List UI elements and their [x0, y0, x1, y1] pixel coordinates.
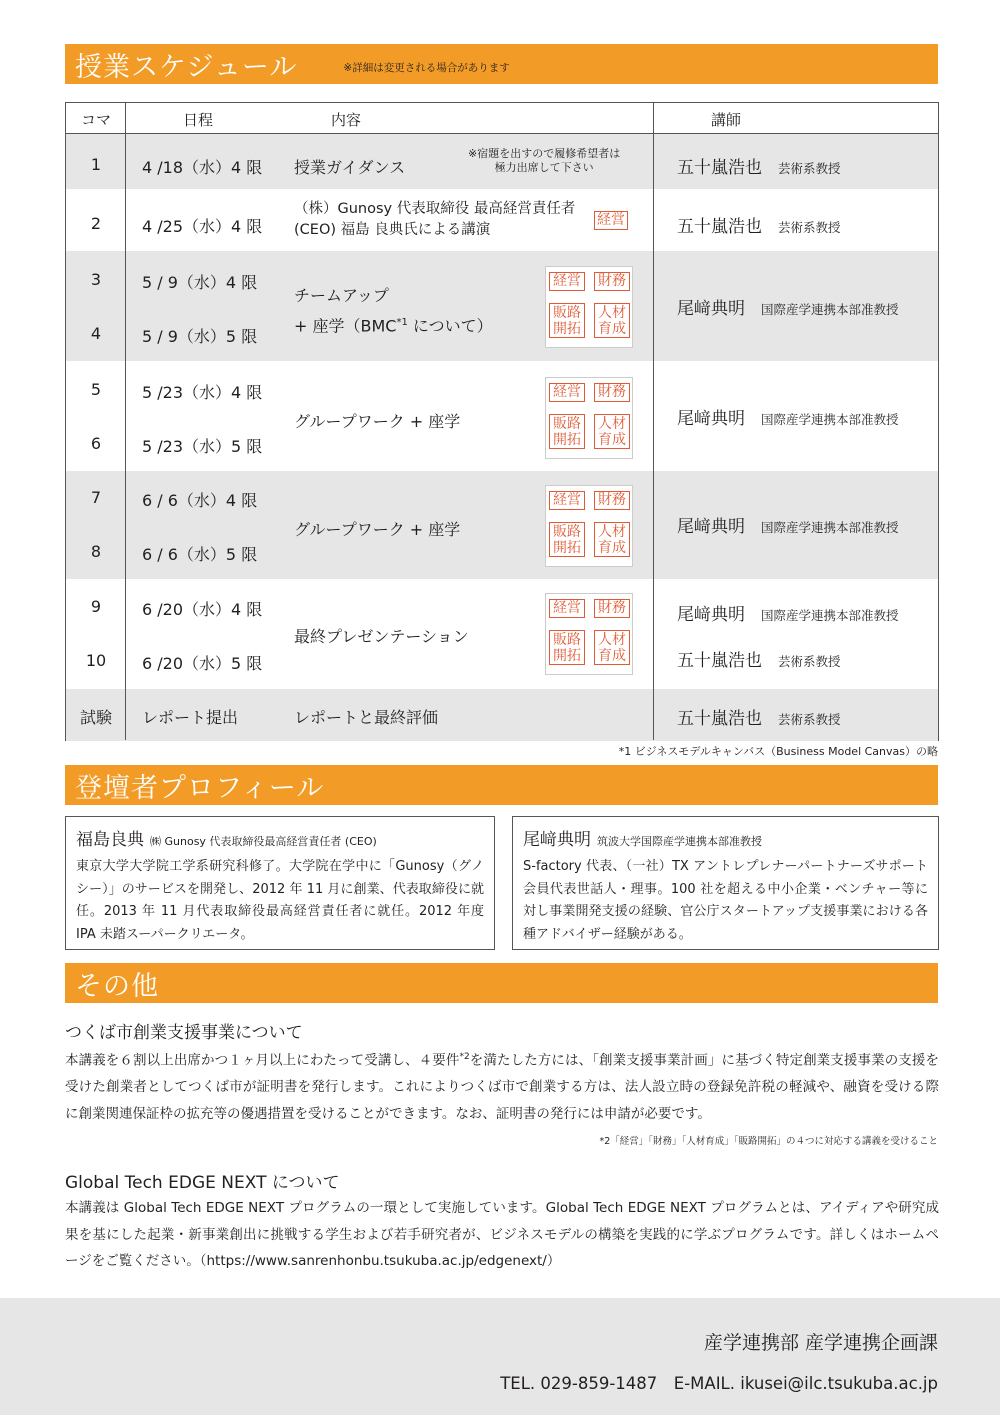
tag-label: 経営: [594, 211, 628, 230]
bmc-footnote: *1 ビジネスモデルキャンバス（Business Model Canvas）の略: [618, 745, 938, 758]
tsukuba-body-text: を満たした方には、「創業支援事業計画」に基づく特定創業支援事業の支援を受けた創業者としてつくば市が証明書を発行します。これによりつくば市で創業する方は、法人設立時の登録免許税の軽減や、融資を受ける際に創業関連保証枠の拡充等の優遇措置を受けることができます。なお、証明書の発行には申請が必要です。: [65, 1052, 939, 1122]
tag-keiei: 経営: [549, 491, 585, 510]
tag-zaimu: 財務: [594, 272, 630, 291]
edge-body: 本講義は Global Tech EDGE NEXT プログラムの一環として実施しています。Global Tech EDGE NEXT プログラムとは、アイディアや研究成果を基にした起業・新事業創出に挑戦する学生および若手研究者が、ビジネスモデルの構築を実践的に学ぶプログラムです。詳しくはホームページをご覧ください。（https://www.sanrenhonbu.tsukuba.ac.jp/edgenext/）: [65, 1200, 939, 1269]
koma-cell: 5: [90, 380, 102, 399]
header-koma: コマ: [80, 111, 112, 129]
koma-cell: 10: [85, 651, 107, 670]
lecturer-name: 尾﨑典明: [677, 299, 745, 319]
date-cell: 5 / 9（水）5 限: [142, 327, 258, 346]
date-cell: レポート提出: [142, 708, 239, 727]
schedule-note: ※詳細は変更される場合があります: [343, 61, 510, 74]
profile-body: S-factory 代表、（一社）TX アントレプレナーパートナーズサポート会員代表世話人・理事。100 社を超える中小企業・ベンチャー等に対し事業開発支援の経験、官公庁スタートアップ支援事業における各種アドバイザー経験がある。: [523, 859, 928, 942]
tag-hanro-kaitaku: [549, 522, 585, 557]
lecturer-cell: [677, 704, 841, 729]
lecturer-title: 芸術系教授: [778, 654, 841, 669]
profile-header: [523, 825, 928, 850]
profile-name: 尾﨑典明: [523, 830, 591, 850]
lecturer-title: 国際産学連携本部准教授: [761, 412, 899, 427]
row-divider: [66, 133, 938, 134]
footnote-ref: *2: [459, 1052, 470, 1062]
attendance-note-line: 極力出席して下さい: [494, 161, 594, 174]
edge-heading: Global Tech EDGE NEXT について: [65, 1173, 340, 1193]
footer: [0, 1298, 1000, 1415]
subject-tags: [545, 377, 633, 459]
content-line: [294, 309, 493, 339]
profile-card-fukushima: [65, 816, 495, 950]
tag-line: 人材: [598, 632, 626, 648]
subject-tags: [545, 593, 633, 675]
tag-keiei: 経営: [549, 383, 585, 402]
footer-contact: TEL. 029-859-1487 E-MAIL. ikusei@ilc.tsukuba.ac.jp: [500, 1374, 938, 1393]
tag-jinzai-ikusei: [594, 630, 630, 665]
footnote-ref: *1: [396, 317, 408, 328]
lecturer-title: 芸術系教授: [778, 161, 841, 176]
date-cell: 5 /23（水）4 限: [142, 383, 263, 402]
requirements-footnote: *2「経営」「財務」「人材育成」「販路開拓」の４つに対応する講義を受けること: [599, 1136, 938, 1147]
lecturer-title: 芸術系教授: [778, 712, 841, 727]
column-divider: [125, 103, 126, 740]
date-cell: 4 /18（水）4 限: [142, 158, 263, 177]
tag-line: 販路: [553, 305, 581, 321]
header-date: 日程: [183, 111, 214, 129]
tag-line: 開拓: [553, 540, 581, 556]
schedule-title: 授業スケジュール: [75, 51, 298, 83]
content-cell: [294, 199, 575, 241]
tag-line: 人材: [598, 416, 626, 432]
subject-tags: [545, 485, 633, 567]
tag-keiei: 経営: [549, 599, 585, 618]
koma-cell: 7: [90, 488, 102, 507]
lecturer-name: 尾﨑典明: [677, 409, 745, 429]
lecturer-cell: [677, 404, 899, 429]
content-text: について）: [407, 316, 493, 336]
date-cell: 6 /20（水）4 限: [142, 600, 263, 619]
tag-line: 人材: [598, 305, 626, 321]
subject-tags: [545, 266, 633, 348]
tag-line: 育成: [598, 648, 626, 664]
header-lecturer: 講師: [711, 111, 742, 129]
other-section-header: [65, 963, 938, 1003]
content-cell: 授業ガイダンス: [294, 158, 406, 177]
attendance-note: [468, 147, 620, 175]
content-cell: レポートと最終評価: [294, 708, 439, 727]
lecturer-cell: [677, 294, 899, 319]
date-cell: 5 /23（水）5 限: [142, 437, 263, 456]
tag-line: 育成: [598, 321, 626, 337]
tsukuba-heading: つくば市創業支援事業について: [65, 1023, 303, 1043]
date-cell: 6 /20（水）5 限: [142, 654, 263, 673]
koma-cell: 2: [90, 214, 102, 233]
profile-title: 筑波大学国際産学連携本部准教授: [597, 835, 762, 848]
tag-zaimu: 財務: [594, 599, 630, 618]
koma-cell: 9: [90, 597, 102, 616]
content-cell: グループワーク + 座学: [294, 412, 461, 431]
lecturer-name: 五十嵐浩也: [677, 651, 762, 671]
profile-header: [76, 825, 484, 850]
column-divider: [653, 103, 654, 740]
koma-cell: 8: [90, 542, 102, 561]
lecturer-name: 五十嵐浩也: [677, 217, 762, 237]
lecturer-title: 国際産学連携本部准教授: [761, 608, 899, 623]
attendance-note-line: ※宿題を出すので履修希望者は: [468, 147, 621, 160]
lecturer-cell: [677, 153, 841, 178]
content-text: + 座学（BMC: [294, 316, 397, 336]
tag-line: 販路: [553, 524, 581, 540]
schedule-table: [65, 102, 939, 741]
tsukuba-body-text: 本講義を６割以上出席かつ１ヶ月以上にわたって受講し、４要件: [65, 1052, 460, 1069]
date-cell: 4 /25（水）4 限: [142, 217, 263, 236]
tag-line: 販路: [553, 416, 581, 432]
profile-title: ㈱ Gunosy 代表取締役最高経営責任者 (CEO): [150, 835, 377, 848]
tag-line: 人材: [598, 524, 626, 540]
lecturer-cell: [677, 512, 899, 537]
tag-hanro-kaitaku: [549, 630, 585, 665]
lecturer-title: 芸術系教授: [778, 220, 841, 235]
date-cell: 6 / 6（水）5 限: [142, 545, 258, 564]
tag-line: 開拓: [553, 648, 581, 664]
content-cell: 最終プレゼンテーション: [294, 627, 469, 646]
koma-cell: 4: [90, 324, 102, 343]
koma-cell: 6: [90, 434, 102, 453]
tsukuba-body: [65, 1044, 939, 1127]
tag-zaimu: 財務: [594, 383, 630, 402]
profile-card-ozaki: [512, 816, 939, 950]
lecturer-cell: [677, 212, 841, 237]
content-cell: グループワーク + 座学: [294, 520, 461, 539]
date-cell: 6 / 6（水）4 限: [142, 491, 258, 510]
koma-cell: 3: [90, 270, 102, 289]
profiles-title: 登壇者プロフィール: [75, 772, 325, 804]
tag-line: 育成: [598, 540, 626, 556]
tag-hanro-kaitaku: [549, 303, 585, 338]
lecturer-name: 五十嵐浩也: [677, 158, 762, 178]
lecturer-title: 国際産学連携本部准教授: [761, 520, 899, 535]
tag-line: 開拓: [553, 321, 581, 337]
tag-line: 開拓: [553, 432, 581, 448]
header-content: 内容: [331, 111, 362, 129]
content-line: (CEO) 福島 良典氏による講演: [294, 222, 491, 238]
date-cell: 5 / 9（水）4 限: [142, 273, 258, 292]
other-title: その他: [75, 970, 159, 1002]
footer-org: 産学連携部 産学連携企画課: [703, 1332, 938, 1354]
lecturer-name: 尾﨑典明: [677, 605, 745, 625]
tag-jinzai-ikusei: [594, 522, 630, 557]
lecturer-name: 尾﨑典明: [677, 517, 745, 537]
tag-zaimu: 財務: [594, 491, 630, 510]
koma-cell: 試験: [79, 708, 113, 727]
lecturer-cell: [677, 646, 841, 671]
lecturer-title: 国際産学連携本部准教授: [761, 302, 899, 317]
tag-keiei: 経営: [549, 272, 585, 291]
tag-keiei: [594, 209, 628, 230]
schedule-section-header: [65, 44, 938, 84]
koma-cell: 1: [90, 155, 102, 174]
lecturer-name: 五十嵐浩也: [677, 709, 762, 729]
content-line: （株）Gunosy 代表取締役 最高経営責任者: [294, 201, 576, 217]
tag-jinzai-ikusei: [594, 414, 630, 449]
profiles-section-header: [65, 765, 938, 805]
profile-body: 東京大学大学院工学系研究科修了。大学院在学中に「Gunosy（グノシー）」のサービスを開発し、2012 年 11 月に創業、代表取締役に就任。2013 年 11 月代表取締役最高経営責任者に就任。2012 年度 IPA 未踏スーパークリエータ。: [76, 859, 484, 942]
tag-line: 育成: [598, 432, 626, 448]
tag-hanro-kaitaku: [549, 414, 585, 449]
profile-name: 福島良典: [76, 830, 144, 850]
content-cell: [294, 282, 493, 339]
lecturer-cell: [677, 600, 899, 625]
content-line: チームアップ: [294, 286, 389, 305]
tag-jinzai-ikusei: [594, 303, 630, 338]
tag-line: 販路: [553, 632, 581, 648]
